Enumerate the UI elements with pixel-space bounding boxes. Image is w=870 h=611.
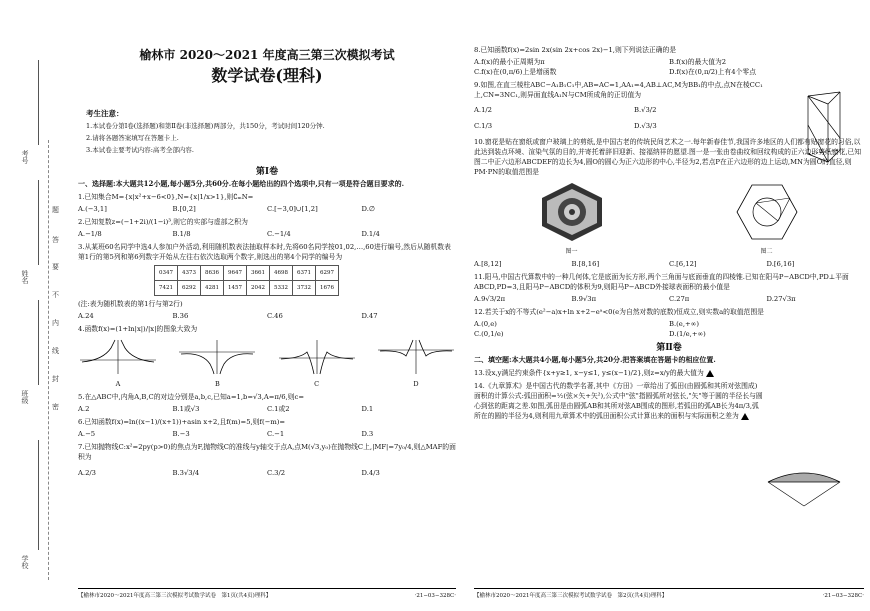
seal-line bbox=[48, 140, 49, 580]
option[interactable]: C.1/3 bbox=[474, 122, 493, 130]
answer-blank-icon[interactable] bbox=[741, 413, 749, 420]
name-label: 姓名 bbox=[21, 270, 29, 284]
graph-b-icon bbox=[177, 338, 257, 376]
option[interactable]: C.−1 bbox=[267, 430, 285, 438]
option[interactable]: C.27π bbox=[669, 295, 690, 303]
table-cell: 0347 bbox=[155, 266, 178, 281]
options-3 bbox=[78, 311, 456, 321]
graph-d-icon bbox=[376, 338, 456, 376]
paper-cut-icon bbox=[537, 181, 607, 243]
seal-char: 不 bbox=[52, 291, 59, 299]
graph-option-b[interactable] bbox=[177, 338, 257, 389]
options-8 bbox=[474, 57, 864, 77]
part2-title: 第Ⅱ卷 bbox=[656, 343, 682, 353]
figure-1 bbox=[537, 181, 607, 257]
seal-char: 封 bbox=[52, 375, 59, 383]
seal-char: 要 bbox=[52, 263, 59, 271]
options-12 bbox=[474, 319, 864, 339]
option[interactable]: C.[6,12] bbox=[669, 260, 697, 268]
option[interactable]: A.24 bbox=[78, 312, 94, 320]
table-cell: 2042 bbox=[247, 281, 270, 296]
question-text: 14.《九章算术》是中国古代的数学名著,其中《方田》一章给出了弧田(由圆弧和其所对弦围成)面积的计算公式:弧田面积=½(弦×矢+矢²),公式中"弦"指圆弧所对弦长,"矢"等于圆的半径长与圆心到弦的距离之差.如图,弧田是由圆弧AB和其所对弦AB围成的图形,若弧田的弧AB长为4π/3,弧所在的圆的半径为4,则利用九章算术中的弧田面积公式计算出来的面积与实际面积之差为 bbox=[474, 382, 763, 420]
exam-no-label: 考号 bbox=[21, 150, 29, 164]
figure-2 bbox=[732, 181, 802, 257]
function-graphs bbox=[78, 338, 456, 389]
graph-label: D bbox=[413, 380, 419, 388]
option[interactable]: D.√3/3 bbox=[634, 122, 657, 130]
table-cell: 6371 bbox=[293, 266, 316, 281]
option[interactable]: B.1/8 bbox=[172, 230, 191, 238]
part1-title: 第Ⅰ卷 bbox=[255, 167, 279, 177]
option[interactable]: D.(1/e,+∞) bbox=[669, 330, 706, 338]
footer-code: ·21−03−328C· bbox=[414, 593, 456, 599]
answer-blank-icon[interactable] bbox=[706, 370, 714, 377]
seal-char: 答 bbox=[52, 236, 59, 244]
option[interactable]: D.4/3 bbox=[361, 469, 380, 477]
question-3: 3.从某班60名同学中选4人参加户外活动,利用随机数表法抽取样本时,先将60名同学按01,02,…,60进行编号,然后从随机数表第1行的第5列和第6列数字开始从左往右依次选取两个数字,则选出的第4个同学的编号为 bbox=[78, 243, 451, 261]
option[interactable]: A.2/3 bbox=[78, 469, 97, 477]
table-cell: 9647 bbox=[224, 266, 247, 281]
table-cell: 3661 bbox=[247, 266, 270, 281]
section-heading: 二、填空题:本大题共4小题,每小题5分,共20分.把答案填在答题卡的相应位置. bbox=[474, 355, 716, 364]
option[interactable]: B.3√3/4 bbox=[172, 469, 200, 477]
class-blank[interactable] bbox=[38, 300, 39, 385]
option[interactable]: A.(−3,1] bbox=[78, 205, 107, 213]
option[interactable]: C.3/2 bbox=[267, 469, 286, 477]
option[interactable]: A.1/2 bbox=[474, 106, 493, 114]
window-figures bbox=[474, 181, 864, 257]
figure-caption: 图一 bbox=[565, 248, 578, 255]
footer-text: 【榆林市2020～2021年度高三第三次模拟考试数学试卷 第1页(共4页)理科】 bbox=[78, 593, 272, 599]
option[interactable]: B.(e,+∞) bbox=[669, 320, 699, 328]
prism-figure bbox=[800, 88, 860, 166]
option[interactable]: C.[−3,0]∪[1,2] bbox=[267, 205, 318, 213]
option[interactable]: A.[8,12] bbox=[474, 260, 502, 268]
options-6 bbox=[78, 429, 456, 439]
option[interactable]: B.[0,2] bbox=[172, 205, 196, 213]
figure-caption: 图二 bbox=[760, 248, 773, 255]
option[interactable]: B.√3/2 bbox=[634, 106, 657, 114]
graph-option-c[interactable] bbox=[277, 338, 357, 389]
notice-heading: 考生注意： bbox=[86, 109, 124, 118]
binding-margin bbox=[0, 0, 70, 611]
seal-char: 线 bbox=[52, 347, 59, 355]
notice-list bbox=[78, 121, 456, 155]
table-cell: 4373 bbox=[178, 266, 201, 281]
school-blank[interactable] bbox=[38, 440, 39, 550]
graph-option-a[interactable] bbox=[78, 338, 158, 389]
option[interactable]: D.47 bbox=[361, 312, 378, 320]
option[interactable]: D.∅ bbox=[361, 205, 375, 213]
question-10: 10.窗花是贴在窗纸或窗户玻璃上的剪纸,是中国古老的传统民间艺术之一.每年新春佳节,我国许多地区的人们都有贴窗花的习俗,以此达到装点环境、渲染气氛的目的,并寄托着辞旧迎新、接福纳祥的愿望.图一是一张由卷曲纹和回纹构成的正六边形剪纸窗花,已知图二中正六边形ABCDEF的边长为4,圆O的圆心为正六边形的中心,半径为2,若点P在正六边形的边上运动,MN为圆O的直径,则PM·PN的取值范围是 bbox=[474, 138, 862, 176]
question-14 bbox=[474, 381, 764, 421]
options-5 bbox=[78, 404, 456, 414]
option[interactable]: C.−1/4 bbox=[267, 230, 291, 238]
page-1 bbox=[78, 0, 456, 611]
option[interactable]: D.[6,16] bbox=[766, 260, 795, 268]
option[interactable]: D.3 bbox=[361, 430, 374, 438]
page-footer bbox=[78, 588, 456, 601]
option[interactable]: B.9√3π bbox=[571, 295, 597, 303]
option[interactable]: A.−5 bbox=[78, 430, 96, 438]
options-9 bbox=[474, 102, 794, 134]
options-7 bbox=[78, 468, 456, 478]
exam-no-blank[interactable] bbox=[38, 60, 39, 145]
footer-text: 【榆林市2020～2021年度高三第三次模拟考试数学试卷 第2页(共4页)理科】 bbox=[474, 593, 668, 599]
question-2: 2.已知复数z=(−1+2i)/(1−i)³,则它的实部与虚部之积为 bbox=[78, 218, 248, 226]
graph-label: B bbox=[214, 380, 220, 388]
option[interactable]: D.f(x)在(0,π/2)上有4个零点 bbox=[669, 68, 756, 76]
graph-a-icon bbox=[78, 338, 158, 376]
question-11: 11.阳马,中国古代算数中的一种几何体,它是底面为长方形,两个三角面与底面垂直的四棱锥.已知在阳马P−ABCD中,PD⊥平面ABCD,PD=3,且阳马P−ABCD的体积为9,则阳马P−ABCD外接球表面积的最小值是 bbox=[474, 273, 849, 291]
table-cell: 4698 bbox=[270, 266, 293, 281]
seal-char: 题 bbox=[52, 206, 59, 214]
option[interactable]: A.(0,e) bbox=[474, 320, 497, 328]
option[interactable]: C.(0,1/e) bbox=[474, 330, 504, 338]
table-cell: 3732 bbox=[293, 281, 316, 296]
table-cell: 6297 bbox=[316, 266, 339, 281]
question-13 bbox=[474, 368, 864, 378]
graph-option-d[interactable] bbox=[376, 338, 456, 389]
option[interactable]: C.f(x)在(0,π/6)上是增函数 bbox=[474, 68, 557, 76]
question-7: 7.已知抛物线C:x²=2py(p>0)的焦点为F,抛物线C的准线与y轴交于点A,点M(√3,y₀)在抛物线C上,|MF|=7y₀/4,则△MAF的面积为 bbox=[78, 443, 456, 461]
page-2 bbox=[474, 0, 864, 611]
table-cell: 5332 bbox=[270, 281, 293, 296]
seal-char: 密 bbox=[52, 403, 59, 411]
table-cell: 8636 bbox=[201, 266, 224, 281]
options-11 bbox=[474, 294, 864, 304]
option[interactable]: A.9√3/2π bbox=[474, 295, 506, 303]
table-cell: 7421 bbox=[155, 281, 178, 296]
table-row bbox=[155, 266, 339, 281]
graph-label: A bbox=[115, 380, 121, 388]
seal-char: 内 bbox=[52, 319, 59, 327]
option[interactable]: B.1或√3 bbox=[172, 405, 200, 413]
table-cell: 1457 bbox=[224, 281, 247, 296]
option[interactable]: D.27√3π bbox=[766, 295, 796, 303]
arc-field-figure bbox=[764, 470, 844, 510]
section-heading: 一、选择题:本大题共12小题,每小题5分,共60分.在每小题给出的四个选项中,只有一项是符合题目要求的. bbox=[78, 179, 405, 188]
question-8: 8.已知函数f(x)=2sin 2x(sin 2x+cos 2x)−1,则下列说法正确的是 bbox=[474, 46, 677, 54]
question-4: 4.函数f(x)=(1+ln|x|)/|x|的图象大致为 bbox=[78, 325, 198, 333]
option[interactable]: B.[8,16] bbox=[571, 260, 600, 268]
option[interactable]: C.46 bbox=[267, 312, 283, 320]
question-1: 1.已知集合M={x|x²+x−6<0},N={x|1/x>1},则∁ₘN= bbox=[78, 193, 254, 201]
option[interactable]: A.2 bbox=[78, 405, 90, 413]
options-1 bbox=[78, 204, 456, 214]
question-9: 9.如图,在直三棱柱ABC−A₁B₁C₁中,AB=AC=1,AA₁=4,AB⊥AC,M为BB₁的中点,点N在棱CC₁上,CN=3NC₁,则异面直线A₁N与CM所成角的正切值为 bbox=[474, 81, 763, 99]
option[interactable]: A.−1/8 bbox=[78, 230, 102, 238]
name-blank[interactable] bbox=[38, 180, 39, 265]
option[interactable]: B.36 bbox=[172, 312, 189, 320]
question-5: 5.在△ABC中,内角A,B,C的对边分别是a,b,c,已知a=1,b=√3,A=π/6,则c= bbox=[78, 393, 305, 401]
question-6: 6.已知函数f(x)=ln((x−1)/(x+1))+asin x+2,且f(m)=5,则f(−m)= bbox=[78, 418, 286, 426]
exam-subtitle: 数学试卷(理科) bbox=[211, 66, 323, 85]
notice-item: 3.本试卷主要考试内容:高考全部内容. bbox=[86, 146, 194, 154]
footer-code: ·21−03−328C· bbox=[822, 593, 864, 599]
options-2 bbox=[78, 229, 456, 239]
option[interactable]: A.f(x)的最小正周期为π bbox=[474, 58, 545, 66]
option[interactable]: D.1/4 bbox=[361, 230, 380, 238]
exam-title: 榆林市 2020～2021 年度高三第三次模拟考试 bbox=[139, 48, 395, 62]
notice-item: 2.请将各题答案填写在答题卡上. bbox=[86, 134, 179, 142]
school-label: 学校 bbox=[21, 555, 29, 569]
option[interactable]: C.1或2 bbox=[267, 405, 290, 413]
random-number-table bbox=[154, 265, 339, 296]
table-cell: 6292 bbox=[178, 281, 201, 296]
option[interactable]: B.−3 bbox=[172, 430, 190, 438]
class-label: 班级 bbox=[21, 390, 29, 404]
question-text: 13.设x,y满足约束条件{x+y≥1, x−y≤1, y≤(x−1)/2},则z=x/y的最大值为 bbox=[474, 369, 704, 377]
table-row bbox=[155, 281, 339, 296]
notice-item: 1.本试卷分第Ⅰ卷(选择题)和第Ⅱ卷(非选择题)两部分，共150分，考试时间120分钟. bbox=[86, 122, 325, 130]
option[interactable]: D.1 bbox=[361, 405, 374, 413]
table-note: (注:表为随机数表的第1行与第2行) bbox=[78, 300, 183, 308]
table-cell: 4281 bbox=[201, 281, 224, 296]
options-10 bbox=[474, 259, 864, 269]
graph-label: C bbox=[314, 380, 320, 388]
page-footer bbox=[474, 588, 864, 601]
option[interactable]: B.f(x)的最大值为2 bbox=[669, 58, 727, 66]
graph-c-icon bbox=[277, 338, 357, 376]
table-cell: 1676 bbox=[316, 281, 339, 296]
question-12: 12.若关于x的不等式(e²−a)x+ln x+2−eᵃ<0(e为自然对数的底数)恒成立,则实数a的取值范围是 bbox=[474, 308, 764, 316]
hexagon-icon bbox=[732, 181, 802, 243]
